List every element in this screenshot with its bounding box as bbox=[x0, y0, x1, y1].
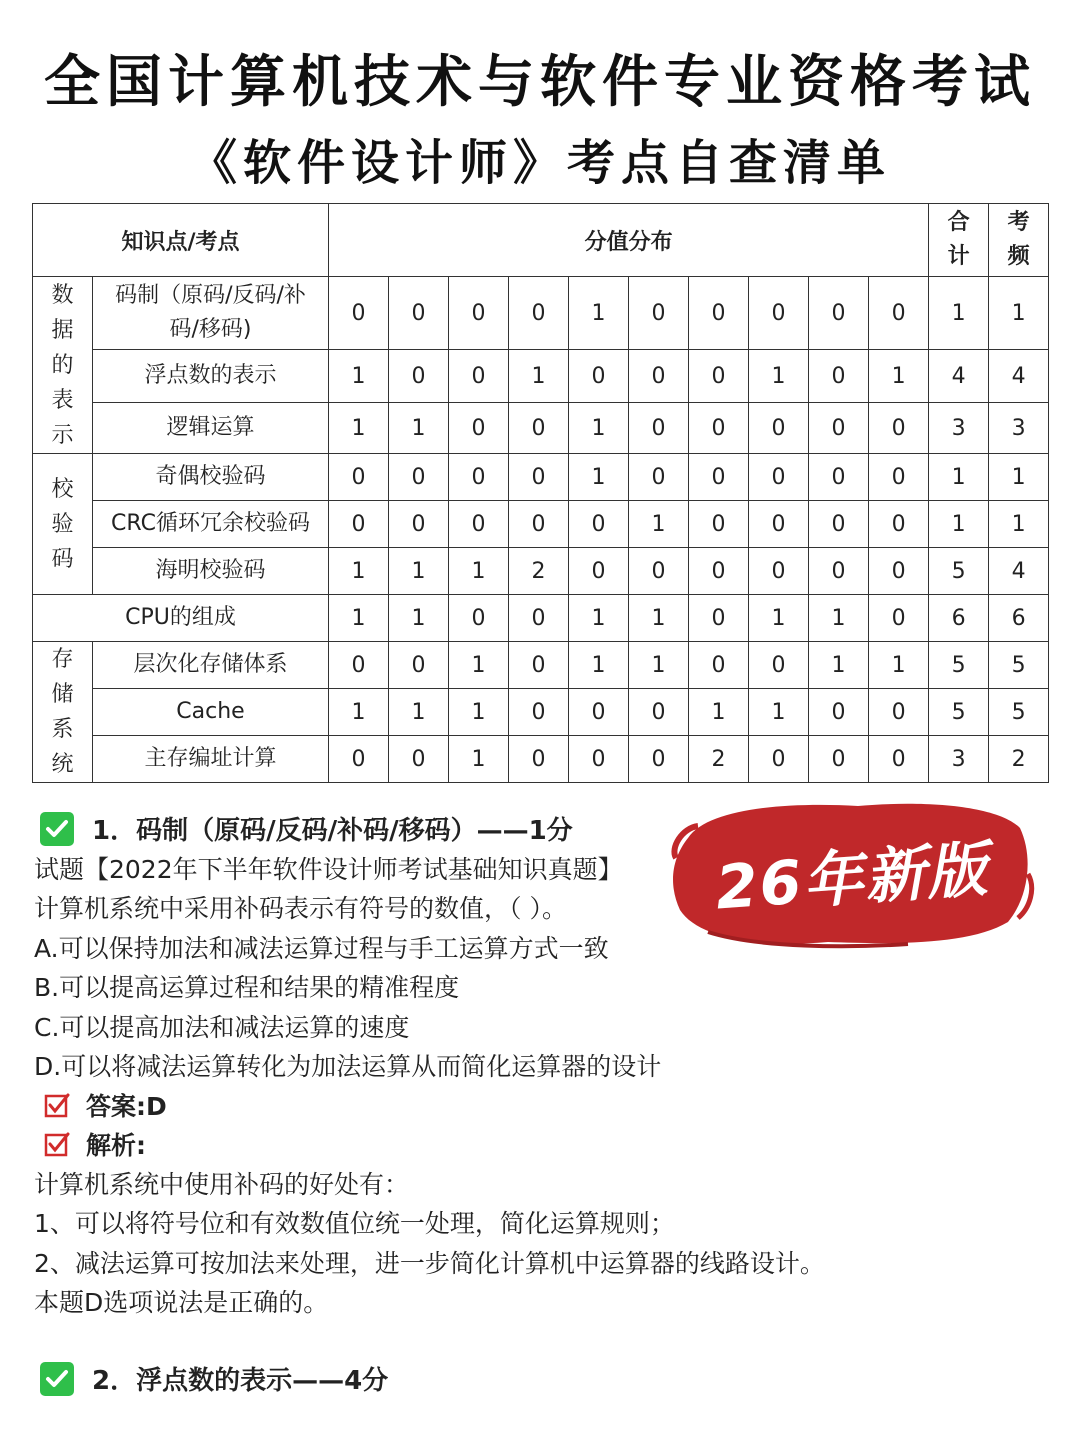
value-cell: 0 bbox=[449, 595, 509, 642]
value-cell: 0 bbox=[449, 403, 509, 454]
value-cell: 1 bbox=[689, 689, 749, 736]
value-cell: 0 bbox=[749, 454, 809, 501]
value-cell: 0 bbox=[509, 277, 569, 350]
analysis-line-2: 1、可以将符号位和有效数值位统一处理，简化运算规则； bbox=[34, 1209, 675, 1238]
value-cell: 0 bbox=[809, 454, 869, 501]
value-cell: 0 bbox=[389, 501, 449, 548]
value-cell: 0 bbox=[689, 501, 749, 548]
value-cell: 0 bbox=[809, 403, 869, 454]
value-cell: 0 bbox=[629, 403, 689, 454]
freq-cell: 4 bbox=[989, 548, 1049, 595]
value-cell: 1 bbox=[749, 350, 809, 403]
value-cell: 1 bbox=[329, 350, 389, 403]
table-row bbox=[33, 501, 1049, 548]
value-cell: 1 bbox=[629, 501, 689, 548]
freq-cell: 2 bbox=[989, 736, 1049, 783]
value-cell: 0 bbox=[869, 689, 929, 736]
section2-heading: 2．浮点数的表示——4分 bbox=[40, 1360, 388, 1397]
value-cell: 1 bbox=[389, 548, 449, 595]
analysis-label: 解析: bbox=[44, 1126, 146, 1162]
freq-cell: 5 bbox=[989, 642, 1049, 689]
value-cell: 0 bbox=[509, 595, 569, 642]
total-cell: 5 bbox=[929, 689, 989, 736]
topic-cell: CRC循环冗余校验码 bbox=[93, 501, 329, 548]
group-check-code: 校 验 码 bbox=[33, 454, 93, 595]
value-cell: 1 bbox=[389, 403, 449, 454]
value-cell: 0 bbox=[449, 501, 509, 548]
value-cell: 1 bbox=[869, 350, 929, 403]
group-data-repr: 数 据 的 表 示 bbox=[33, 277, 93, 454]
value-cell: 0 bbox=[569, 736, 629, 783]
total-cell: 3 bbox=[929, 736, 989, 783]
value-cell: 0 bbox=[329, 277, 389, 350]
total-cell: 5 bbox=[929, 548, 989, 595]
value-cell: 0 bbox=[869, 736, 929, 783]
total-cell: 1 bbox=[929, 277, 989, 350]
analysis-line-3: 2、减法运算可按加法来处理，进一步简化计算机中运算器的线路设计。 bbox=[34, 1249, 825, 1278]
value-cell: 1 bbox=[869, 642, 929, 689]
analysis-line-1: 计算机系统中使用补码的好处有： bbox=[34, 1170, 410, 1199]
option-a: A.可以保持加法和减法运算过程与手工运算方式一致 bbox=[34, 934, 609, 963]
total-cell: 5 bbox=[929, 642, 989, 689]
value-cell: 0 bbox=[689, 403, 749, 454]
stamp-text: 26年新版 bbox=[713, 834, 992, 924]
freq-cell: 1 bbox=[989, 501, 1049, 548]
value-cell: 1 bbox=[569, 642, 629, 689]
option-d: D.可以将减法运算转化为加法运算从而简化运算器的设计 bbox=[34, 1052, 662, 1081]
topic-cell: Cache bbox=[93, 689, 329, 736]
option-c: C.可以提高加法和减法运算的速度 bbox=[34, 1013, 410, 1042]
value-cell: 0 bbox=[809, 350, 869, 403]
value-cell: 0 bbox=[449, 277, 509, 350]
value-cell: 0 bbox=[329, 642, 389, 689]
value-cell: 0 bbox=[389, 350, 449, 403]
topic-cell: 浮点数的表示 bbox=[93, 350, 329, 403]
value-cell: 1 bbox=[449, 548, 509, 595]
table-row bbox=[33, 454, 1049, 501]
value-cell: 0 bbox=[569, 689, 629, 736]
freq-cell: 3 bbox=[989, 403, 1049, 454]
topic-cell: 主存编址计算 bbox=[93, 736, 329, 783]
table-row bbox=[33, 689, 1049, 736]
value-cell: 0 bbox=[869, 277, 929, 350]
score-table bbox=[32, 203, 1049, 783]
value-cell: 1 bbox=[329, 689, 389, 736]
value-cell: 0 bbox=[509, 689, 569, 736]
value-cell: 0 bbox=[629, 689, 689, 736]
value-cell: 1 bbox=[329, 548, 389, 595]
freq-cell: 1 bbox=[989, 454, 1049, 501]
question-text: 计算机系统中采用补码表示有符号的数值，（ ）。 bbox=[34, 894, 567, 923]
value-cell: 0 bbox=[509, 454, 569, 501]
value-cell: 0 bbox=[629, 454, 689, 501]
value-cell: 0 bbox=[389, 736, 449, 783]
total-cell: 6 bbox=[929, 595, 989, 642]
answer-line: 答案:D bbox=[44, 1087, 167, 1123]
value-cell: 0 bbox=[329, 454, 389, 501]
value-cell: 0 bbox=[509, 736, 569, 783]
value-cell: 0 bbox=[329, 501, 389, 548]
value-cell: 1 bbox=[569, 277, 629, 350]
value-cell: 1 bbox=[749, 595, 809, 642]
value-cell: 0 bbox=[629, 548, 689, 595]
value-cell: 0 bbox=[749, 642, 809, 689]
question-source: 试题【2022年下半年软件设计师考试基础知识真题】 bbox=[34, 855, 623, 884]
edition-stamp bbox=[668, 798, 1036, 950]
value-cell: 0 bbox=[449, 350, 509, 403]
table-row bbox=[33, 642, 1049, 689]
analysis-line-4: 本题D选项说法是正确的。 bbox=[34, 1288, 329, 1317]
value-cell: 1 bbox=[809, 595, 869, 642]
value-cell: 0 bbox=[749, 736, 809, 783]
total-cell: 1 bbox=[929, 501, 989, 548]
value-cell: 0 bbox=[449, 454, 509, 501]
value-cell: 1 bbox=[329, 595, 389, 642]
total-cell: 3 bbox=[929, 403, 989, 454]
check-green-icon bbox=[40, 1362, 74, 1396]
table-row bbox=[33, 277, 1049, 350]
table-row bbox=[33, 350, 1049, 403]
value-cell: 0 bbox=[809, 548, 869, 595]
header-total: 合 计 bbox=[929, 204, 989, 277]
value-cell: 0 bbox=[869, 501, 929, 548]
table-row bbox=[33, 595, 1049, 642]
check-green-icon bbox=[40, 812, 74, 846]
freq-cell: 5 bbox=[989, 689, 1049, 736]
value-cell: 0 bbox=[749, 403, 809, 454]
value-cell: 0 bbox=[329, 736, 389, 783]
table-row bbox=[33, 548, 1049, 595]
value-cell: 1 bbox=[569, 403, 629, 454]
check-red-icon bbox=[44, 1131, 70, 1157]
value-cell: 0 bbox=[809, 501, 869, 548]
value-cell: 1 bbox=[389, 689, 449, 736]
topic-cell: 层次化存储体系 bbox=[93, 642, 329, 689]
value-cell: 1 bbox=[449, 642, 509, 689]
value-cell: 0 bbox=[689, 595, 749, 642]
value-cell: 1 bbox=[809, 642, 869, 689]
freq-cell: 4 bbox=[989, 350, 1049, 403]
value-cell: 0 bbox=[749, 501, 809, 548]
group-storage: 存 储 系 统 bbox=[33, 642, 93, 783]
value-cell: 0 bbox=[569, 501, 629, 548]
value-cell: 0 bbox=[689, 548, 749, 595]
total-cell: 4 bbox=[929, 350, 989, 403]
value-cell: 0 bbox=[689, 642, 749, 689]
value-cell: 0 bbox=[629, 350, 689, 403]
value-cell: 0 bbox=[569, 350, 629, 403]
table-row bbox=[33, 736, 1049, 783]
value-cell: 2 bbox=[689, 736, 749, 783]
topic-cell: 码制（原码/反码/补 码/移码) bbox=[93, 277, 329, 350]
section1-heading: 1．码制（原码/反码/补码/移码）——1分 bbox=[40, 810, 573, 847]
value-cell: 0 bbox=[509, 642, 569, 689]
value-cell: 1 bbox=[389, 595, 449, 642]
value-cell: 0 bbox=[869, 403, 929, 454]
check-red-icon bbox=[44, 1092, 70, 1118]
value-cell: 0 bbox=[389, 642, 449, 689]
value-cell: 0 bbox=[389, 454, 449, 501]
value-cell: 2 bbox=[509, 548, 569, 595]
value-cell: 1 bbox=[449, 689, 509, 736]
header-knowledge: 知识点/考点 bbox=[33, 204, 329, 277]
value-cell: 1 bbox=[629, 642, 689, 689]
value-cell: 1 bbox=[569, 454, 629, 501]
value-cell: 0 bbox=[809, 736, 869, 783]
value-cell: 0 bbox=[389, 277, 449, 350]
value-cell: 0 bbox=[809, 689, 869, 736]
value-cell: 1 bbox=[449, 736, 509, 783]
value-cell: 0 bbox=[869, 548, 929, 595]
value-cell: 1 bbox=[749, 689, 809, 736]
topic-cell: CPU的组成 bbox=[33, 595, 329, 642]
value-cell: 0 bbox=[689, 454, 749, 501]
header-freq: 考 频 bbox=[989, 204, 1049, 277]
table-row bbox=[33, 403, 1049, 454]
value-cell: 0 bbox=[509, 501, 569, 548]
total-cell: 1 bbox=[929, 454, 989, 501]
value-cell: 0 bbox=[749, 548, 809, 595]
value-cell: 0 bbox=[869, 595, 929, 642]
value-cell: 0 bbox=[749, 277, 809, 350]
value-cell: 0 bbox=[809, 277, 869, 350]
value-cell: 0 bbox=[569, 548, 629, 595]
value-cell: 0 bbox=[869, 454, 929, 501]
option-b: B.可以提高运算过程和结果的精准程度 bbox=[34, 973, 460, 1002]
value-cell: 1 bbox=[629, 595, 689, 642]
value-cell: 0 bbox=[629, 277, 689, 350]
header-distribution: 分值分布 bbox=[329, 204, 929, 277]
freq-cell: 1 bbox=[989, 277, 1049, 350]
value-cell: 0 bbox=[509, 403, 569, 454]
page-title: 全国计算机技术与软件专业资格考试 bbox=[44, 49, 1036, 115]
value-cell: 0 bbox=[689, 350, 749, 403]
topic-cell: 逻辑运算 bbox=[93, 403, 329, 454]
topic-cell: 奇偶校验码 bbox=[93, 454, 329, 501]
page-subtitle: 《软件设计师》考点自查清单 bbox=[188, 135, 891, 191]
value-cell: 1 bbox=[509, 350, 569, 403]
value-cell: 1 bbox=[329, 403, 389, 454]
value-cell: 0 bbox=[689, 277, 749, 350]
value-cell: 0 bbox=[629, 736, 689, 783]
topic-cell: 海明校验码 bbox=[93, 548, 329, 595]
freq-cell: 6 bbox=[989, 595, 1049, 642]
value-cell: 1 bbox=[569, 595, 629, 642]
table-header-row bbox=[33, 204, 1049, 277]
